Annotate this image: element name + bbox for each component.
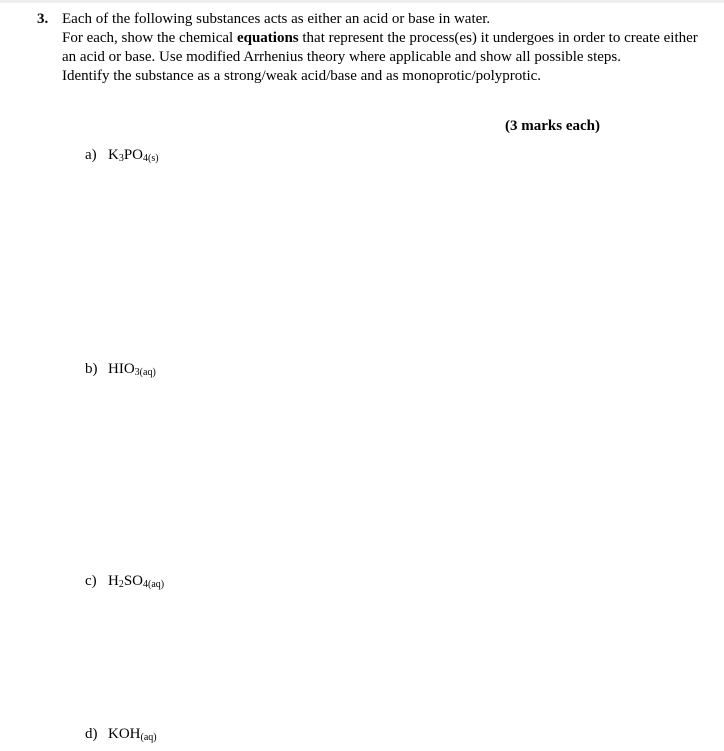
top-divider: [0, 0, 724, 3]
part-formula: [108, 147, 159, 163]
question-line-2-after: that represent the process(es) it undergoes in order to create either an acid or base. Use modified Arrhenius theory where applicable and show all possible steps.: [62, 30, 698, 65]
formula-symbol: SO: [123, 573, 144, 589]
question-text: [62, 10, 702, 86]
part-b: [85, 360, 156, 379]
question-number: 3.: [37, 11, 49, 27]
question-line-3: Identify the substance as a strong/weak acid/base and as monoprotic/polyprotic.: [62, 68, 542, 84]
formula-subscript: 4(aq): [143, 579, 165, 590]
part-formula: [108, 573, 164, 589]
question-line-2: [62, 29, 702, 67]
part-letter: b): [85, 361, 98, 377]
part-letter: a): [85, 147, 97, 163]
formula-subscript: 2: [118, 579, 124, 590]
part-letter: d): [85, 726, 98, 742]
marks-note: (3 marks each): [505, 118, 600, 134]
formula-subscript: 3: [118, 153, 124, 164]
part-formula: [108, 726, 157, 742]
formula-symbol: KOH: [108, 726, 141, 742]
part-letter: c): [85, 573, 97, 589]
formula-symbol: H: [108, 573, 119, 589]
question-line-2-before: For each, show the chemical: [62, 30, 237, 46]
formula-symbol: HIO: [108, 361, 135, 377]
formula-symbol: PO: [123, 147, 144, 163]
part-formula: [108, 361, 156, 377]
formula-subscript: 4(s): [143, 153, 159, 164]
formula-symbol: K: [108, 147, 119, 163]
part-a: [85, 146, 159, 165]
formula-subscript: (aq): [140, 732, 157, 743]
part-c: [85, 572, 164, 591]
part-d: [85, 725, 157, 744]
equations-emphasis: equations: [236, 30, 299, 46]
question-line-1: Each of the following substances acts as either an acid or base in water.: [62, 11, 491, 27]
formula-subscript: 3(aq): [134, 367, 156, 378]
